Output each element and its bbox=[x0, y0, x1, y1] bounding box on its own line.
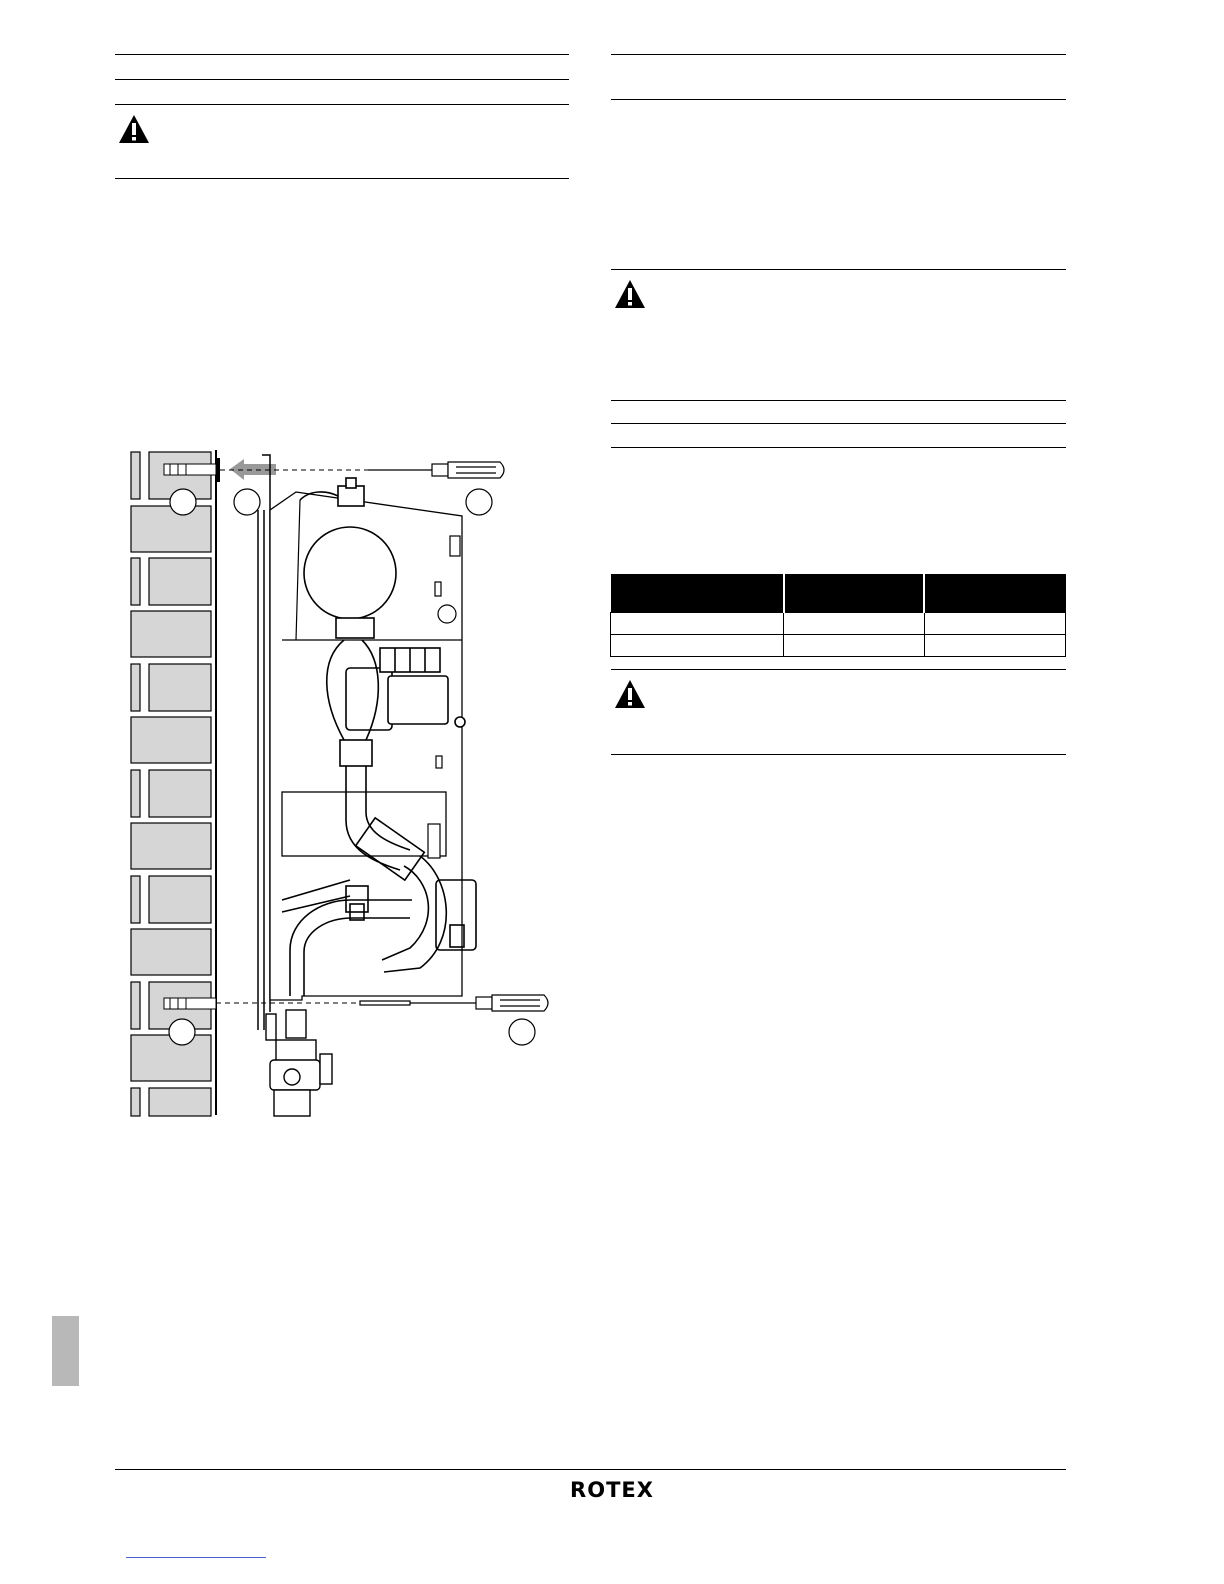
rule-top-left bbox=[115, 54, 569, 55]
table-cell bbox=[611, 613, 784, 635]
rule-right-2 bbox=[611, 99, 1066, 100]
brick-wall bbox=[131, 450, 216, 1116]
wall-mounting-figure bbox=[126, 448, 562, 1118]
table-cell bbox=[924, 613, 1065, 635]
table-row bbox=[611, 635, 1066, 657]
rule-right-4 bbox=[611, 400, 1066, 401]
table-header-cell bbox=[784, 574, 924, 613]
table-cell bbox=[784, 635, 924, 657]
table-cell bbox=[924, 635, 1065, 657]
back-plate bbox=[258, 455, 270, 1030]
screwdriver-icon bbox=[368, 462, 504, 478]
table-row bbox=[611, 613, 1066, 635]
rule-left-2 bbox=[115, 79, 569, 80]
rule-top-right bbox=[611, 54, 1066, 55]
warning-triangle-icon bbox=[613, 678, 647, 710]
footer-rule bbox=[115, 1469, 1066, 1470]
table-header-row bbox=[611, 574, 1066, 613]
section-tab bbox=[52, 1316, 79, 1386]
rule-right-6 bbox=[611, 447, 1066, 448]
link-underline bbox=[126, 1557, 266, 1558]
screwdriver-icon bbox=[360, 995, 548, 1011]
rule-right-5 bbox=[611, 423, 1066, 424]
table-header-cell bbox=[611, 574, 784, 613]
rule-right-3 bbox=[611, 269, 1066, 270]
brand-logo: ROTEX bbox=[570, 1478, 654, 1502]
table-cell bbox=[784, 613, 924, 635]
rule-right-8 bbox=[611, 754, 1066, 755]
data-table bbox=[610, 574, 1066, 657]
warning-triangle-icon bbox=[117, 113, 151, 145]
table-cell bbox=[611, 635, 784, 657]
table-header-cell bbox=[924, 574, 1065, 613]
rule-right-7 bbox=[611, 669, 1066, 670]
bottom-valve bbox=[266, 1010, 332, 1116]
rule-left-4 bbox=[115, 178, 569, 179]
warning-triangle-icon bbox=[613, 278, 647, 310]
rule-left-3 bbox=[115, 104, 569, 105]
